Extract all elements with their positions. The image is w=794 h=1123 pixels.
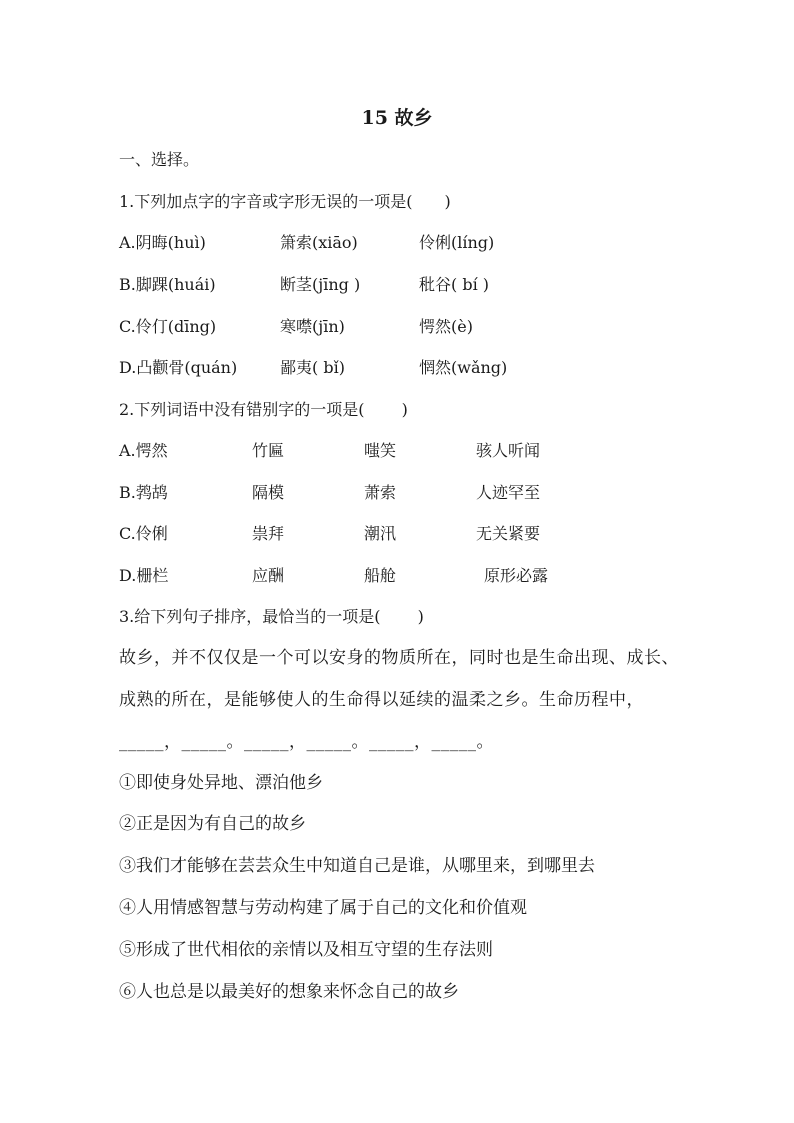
- q2-d-cell-1: D.栅栏: [119, 566, 169, 585]
- q2-stem: 2.下列词语中没有错别字的一项是( ): [119, 400, 408, 419]
- q3-item-6: ⑥人也总是以最美好的想象来怀念自己的故乡: [119, 982, 459, 1002]
- q2-d-cell-2: 应酬: [252, 566, 285, 585]
- q2-c-cell-2: 祟拜: [252, 524, 285, 543]
- q1-b-cell-1: B.脚踝(huái): [119, 275, 216, 294]
- q3-item-3: ③我们才能够在芸芸众生中知道自己是谁，从哪里来，到哪里去: [119, 856, 595, 876]
- q2-d-cell-3: 船舱: [364, 566, 397, 585]
- q2-b-cell-3: 萧索: [364, 483, 397, 502]
- q3-stem: 3.给下列句子排序，最恰当的一项是( ): [119, 607, 424, 626]
- q2-a-cell-1: A.愕然: [119, 441, 168, 460]
- q1-c-cell-3: 愕然(è): [419, 317, 473, 336]
- q3-item-4: ④人用情感智慧与劳动构建了属于自己的文化和价值观: [119, 898, 527, 918]
- q2-c-cell-3: 潮汛: [364, 524, 397, 543]
- q3-item-5: ⑤形成了世代相依的亲情以及相互守望的生存法则: [119, 940, 493, 960]
- page-title: 15 故乡: [361, 107, 433, 129]
- q2-b-cell-1: B.鹁鸪: [119, 483, 168, 502]
- q1-a-cell-1: A.阴晦(huì): [119, 233, 206, 252]
- q2-b-cell-4: 人迹罕至: [476, 483, 541, 502]
- q2-a-cell-4: 骇人听闻: [476, 441, 541, 460]
- q2-a-cell-2: 竹匾: [252, 441, 285, 460]
- q1-c-cell-1: C.伶仃(dīng): [119, 317, 217, 336]
- section-heading: 一、选择。: [119, 150, 200, 169]
- q2-c-cell-1: C.伶俐: [119, 524, 168, 543]
- q1-d-cell-1: D.凸颧骨(quán): [119, 358, 238, 377]
- q2-a-cell-3: 嗤笑: [364, 441, 397, 460]
- q1-stem: 1.下列加点字的字音或字形无误的一项是( ): [119, 192, 451, 211]
- q1-b-cell-2: 断茎(jīng ): [280, 275, 361, 294]
- q2-c-cell-4: 无关紧要: [476, 524, 541, 543]
- q2-b-cell-2: 隔模: [252, 483, 285, 502]
- q1-a-cell-2: 箫索(xiāo): [280, 233, 358, 252]
- q1-a-cell-3: 伶俐(líng): [419, 233, 495, 252]
- q1-d-cell-2: 鄙夷( bǐ): [280, 358, 345, 377]
- q2-d-cell-4: 原形必露: [484, 566, 549, 585]
- q3-passage: 故乡，并不仅仅是一个可以安身的物质所在，同时也是生命出现、成长、成熟的所在，是能够使人的生命得以延续的温柔之乡。生命历程中，_____，_____。_____，_____。_____，_____。: [119, 648, 679, 752]
- q1-b-cell-3: 秕谷( bí ): [419, 275, 490, 294]
- q3-item-2: ②正是因为有自己的故乡: [119, 814, 306, 834]
- q1-c-cell-2: 寒噤(jīn): [280, 317, 345, 336]
- q1-d-cell-3: 惘然(wǎng): [419, 358, 508, 377]
- q3-item-1: ①即使身处异地、漂泊他乡: [119, 773, 323, 793]
